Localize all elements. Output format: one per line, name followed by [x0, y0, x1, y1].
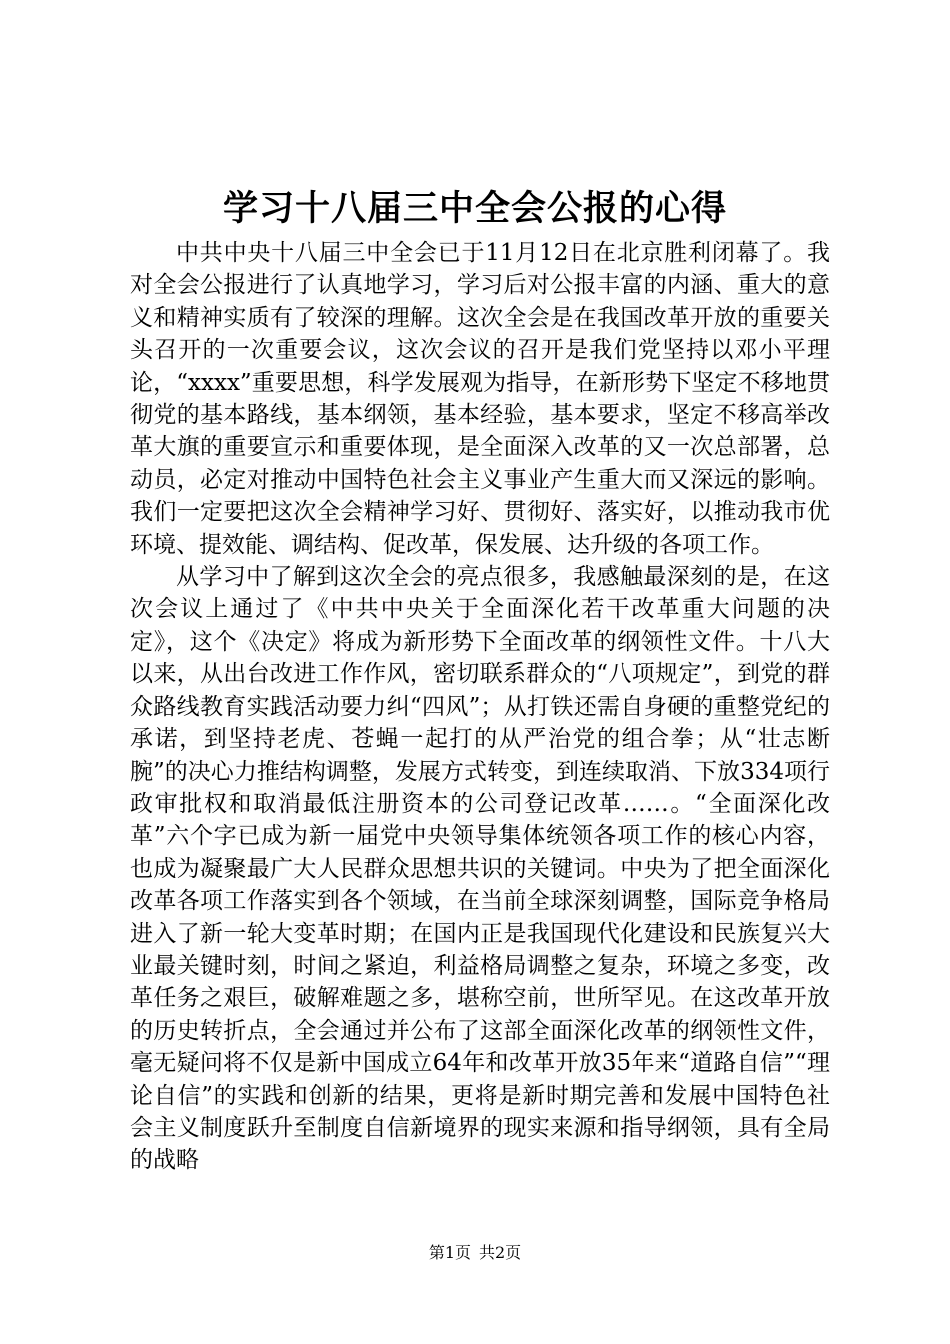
page-footer	[0, 1241, 950, 1265]
body-paragraph-2: 从学习中了解到这次全会的亮点很多，我感触最深刻的是，在这次会议上通过了《中共中央关于全面深化若干改革重大问题的决定》，这个《决定》将成为新形势下全面改革的纲领性文件。十八大以来，从出台改进工作作风，密切联系群众的“八项规定”，到党的群众路线教育实践活动要力纠“四风”；从打铁还需自身硬的重整党纪的承诺，到坚持老虎、苍蝇一起打的从严治党的组合拳；从“壮志断腕”的决心力推结构调整，发展方式转变，到连续取消、下放334项行政审批权和取消最低注册资本的公司登记改革……。“全面深化改革”六个字已成为新一届党中央领导集体统领各项工作的核心内容，也成为凝聚最广大人民群众思想共识的关键词。中央为了把全面深化改革各项工作落实到各个领域，在当前全球深刻调整，国际竞争格局进入了新一轮大变革时期；在国内正是我国现代化建设和民族复兴大业最关键时刻，时间之紧迫，利益格局调整之复杂，环境之多变，改革任务之艰巨，破解难题之多，堪称空前，世所罕见。在这改革开放的历史转折点，全会通过并公布了这部全面深化改革的纲领性文件，毫无疑问将不仅是新中国成立64年和改革开放35年来“道路自信”“理论自信”的实践和创新的结果，更将是新时期完善和发展中国特色社会主义制度跃升至制度自信新境界的现实来源和指导纲领，具有全局的战略	[130, 564, 830, 1174]
document-title: 学习十八届三中全会公报的心得	[222, 188, 727, 229]
document-body	[130, 237, 830, 1177]
page-total: 共2页	[479, 1243, 522, 1262]
body-paragraph-1: 中共中央十八届三中全会已于11月12日在北京胜利闭幕了。我对全会公报进行了认真地学习，学习后对公报丰富的内涵、重大的意义和精神实质有了较深的理解。这次全会是在我国改革开放的重要关头召开的一次重要会议，这次会议的召开是我们党坚持以邓小平理论，“xxxx”重要思想，科学发展观为指导，在新形势下坚定不移地贯彻党的基本路线，基本纲领，基本经验，基本要求，坚定不移高举改革大旗的重要宣示和重要体现，是全面深入改革的又一次总部署，总动员，必定对推动中国特色社会主义事业产生重大而又深远的影响。我们一定要把这次全会精神学习好、贯彻好、落实好，以推动我市优环境、提效能、调结构、促改革，保发展、达升级的各项工作。	[130, 240, 830, 558]
page-number: 第1页	[428, 1243, 471, 1262]
